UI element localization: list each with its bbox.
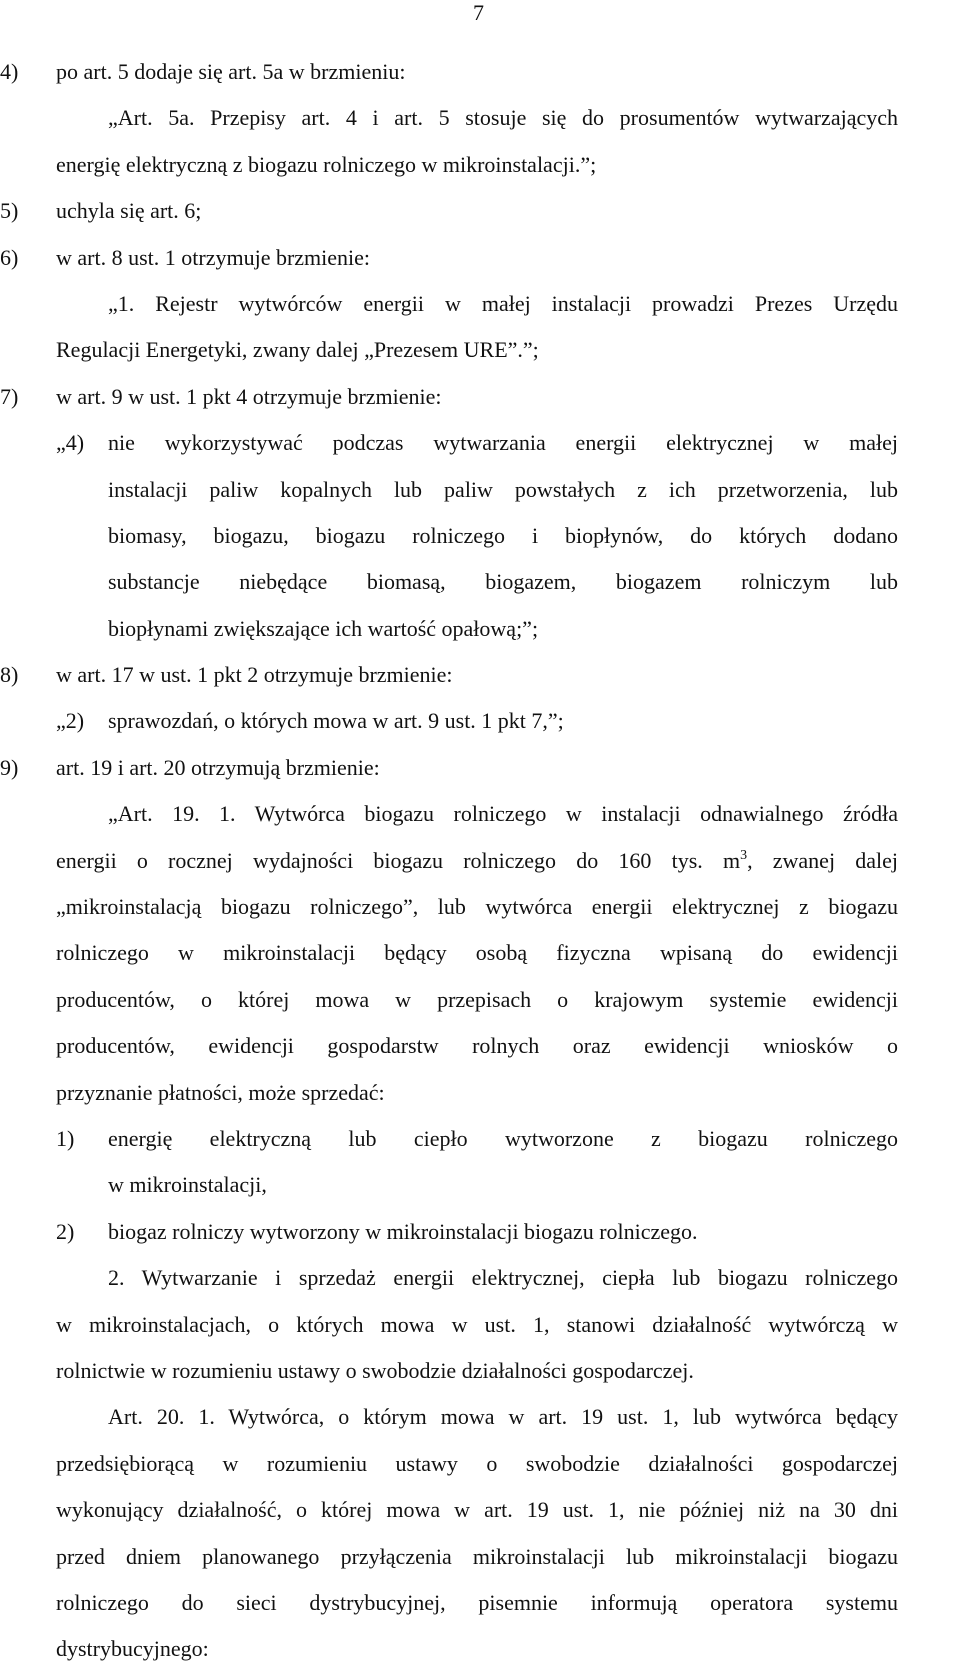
- line-text: przedsiębiorącą w rozumieniu ustawy o swobodzie działalności gospodarczej: [56, 1450, 898, 1476]
- line-text-part: energii o rocznej wydajności biogazu rolniczego do 160 tys. m: [56, 847, 741, 873]
- text-line: [0, 420, 960, 466]
- text-line: [0, 1023, 960, 1069]
- line-text: producentów, o której mowa w przepisach o krajowym systemie ewidencji: [56, 986, 898, 1012]
- text-line: [0, 1394, 960, 1440]
- item-number: 1): [56, 1125, 75, 1151]
- text-line: [0, 1580, 960, 1626]
- text-line: [0, 559, 960, 605]
- line-text: w mikroinstalacji,: [108, 1172, 267, 1198]
- text-line: [0, 188, 960, 234]
- item-number: 2): [56, 1218, 75, 1244]
- text-line: [0, 1255, 960, 1301]
- text-line: [0, 49, 960, 95]
- text-line: [0, 1302, 960, 1348]
- line-text: substancje niebędące biomasą, biogazem, biogazem rolniczym lub: [108, 569, 898, 595]
- line-text: biomasy, biogazu, biogazu rolniczego i biopłynów, do których dodano: [108, 522, 898, 548]
- line-text: „Art. 19. 1. Wytwórca biogazu rolniczego w instalacji odnawialnego źródła: [108, 801, 898, 827]
- line-text: rolniczego w mikroinstalacji będący osobą fizyczna wpisaną do ewidencji: [56, 940, 898, 966]
- text-line: [0, 1162, 960, 1208]
- item-number: „4): [56, 430, 85, 456]
- line-text: po art. 5 dodaje się art. 5a w brzmieniu:: [56, 59, 406, 84]
- text-line: [0, 977, 960, 1023]
- text-line: [0, 745, 960, 791]
- line-text: w art. 9 w ust. 1 pkt 4 otrzymuje brzmienie:: [56, 383, 442, 409]
- line-text: uchyla się art. 6;: [56, 198, 202, 224]
- document-body: [0, 49, 960, 1673]
- text-line: [0, 698, 960, 744]
- item-number: 9): [0, 754, 19, 780]
- line-text: „1. Rejestr wytwórców energii w małej instalacji prowadzi Prezes Urzędu: [108, 290, 898, 316]
- line-text: dystrybucyjnego:: [56, 1636, 209, 1662]
- text-line: [0, 1441, 960, 1487]
- text-line: [0, 235, 960, 281]
- superscript: 3: [740, 847, 748, 863]
- line-text: energię elektryczną z biogazu rolniczego w mikroinstalacji.”;: [56, 151, 597, 177]
- text-line: [0, 1348, 960, 1394]
- text-line: [0, 791, 960, 837]
- text-line: [0, 884, 960, 930]
- text-line: [0, 1116, 960, 1162]
- text-line: [0, 1070, 960, 1116]
- line-text: producentów, ewidencji gospodarstw rolnych oraz ewidencji wniosków o: [56, 1033, 898, 1059]
- line-text-part: , zwanej dalej: [747, 847, 898, 873]
- line-text: 2. Wytwarzanie i sprzedaż energii elektrycznej, ciepła lub biogazu rolniczego: [108, 1265, 898, 1291]
- text-line: [0, 513, 960, 559]
- text-line: [0, 1626, 960, 1672]
- line-text: biopłynami zwiększające ich wartość opałową;”;: [108, 615, 539, 641]
- text-line: [0, 1209, 960, 1255]
- item-number: 5): [0, 198, 19, 224]
- line-text: [56, 838, 898, 884]
- line-text: w mikroinstalacjach, o których mowa w ust. 1, stanowi działalność wytwórczą w: [56, 1311, 898, 1337]
- line-text: rolnictwie w rozumieniu ustawy o swobodzie działalności gospodarczej.: [56, 1357, 694, 1383]
- text-line: [0, 95, 960, 141]
- line-text: rolniczego do sieci dystrybucyjnej, pisemnie informują operatora systemu: [56, 1589, 898, 1615]
- text-line: [0, 374, 960, 420]
- line-text: „Art. 5a. Przepisy art. 4 i art. 5 stosuje się do prosumentów wytwarzających: [108, 105, 898, 131]
- text-line: [0, 606, 960, 652]
- line-text: w art. 17 w ust. 1 pkt 2 otrzymuje brzmienie:: [56, 662, 453, 688]
- line-text: w art. 8 ust. 1 otrzymuje brzmienie:: [56, 244, 371, 270]
- line-text: przed dniem planowanego przyłączenia mikroinstalacji lub mikroinstalacji biogazu: [56, 1543, 898, 1569]
- line-text: „mikroinstalacją biogazu rolniczego”, lub wytwórca energii elektrycznej z biogazu: [56, 894, 898, 920]
- line-text: instalacji paliw kopalnych lub paliw powstałych z ich przetworzenia, lub: [108, 476, 898, 502]
- item-number: 7): [0, 383, 19, 409]
- line-text: art. 19 i art. 20 otrzymują brzmienie:: [56, 754, 380, 780]
- line-text: przyznanie płatności, może sprzedać:: [56, 1079, 385, 1105]
- line-text: wykonujący działalność, o której mowa w art. 19 ust. 1, nie później niż na 30 dni: [56, 1497, 898, 1523]
- text-line: [0, 142, 960, 188]
- item-number: 4): [0, 59, 19, 84]
- line-text: energię elektryczną lub ciepło wytworzone z biogazu rolniczego: [108, 1125, 898, 1151]
- line-text: sprawozdań, o których mowa w art. 9 ust. 1 pkt 7,”;: [108, 708, 564, 734]
- text-line: [0, 1534, 960, 1580]
- line-text: Art. 20. 1. Wytwórca, o którym mowa w art. 19 ust. 1, lub wytwórca będący: [108, 1404, 898, 1430]
- text-line: [0, 652, 960, 698]
- text-line: [0, 281, 960, 327]
- line-text: nie wykorzystywać podczas wytwarzania energii elektrycznej w małej: [108, 430, 898, 456]
- page-number: 7: [473, 0, 484, 25]
- line-text: Regulacji Energetyki, zwany dalej „Prezesem URE”.”;: [56, 337, 539, 363]
- text-line: [0, 838, 960, 884]
- item-number: „2): [56, 708, 85, 734]
- item-number: 6): [0, 244, 19, 270]
- item-number: 8): [0, 662, 19, 688]
- line-text: biogaz rolniczy wytworzony w mikroinstalacji biogazu rolniczego.: [108, 1218, 698, 1244]
- text-line: [0, 467, 960, 513]
- text-line: [0, 327, 960, 373]
- text-line: [0, 1487, 960, 1533]
- text-line: [0, 930, 960, 976]
